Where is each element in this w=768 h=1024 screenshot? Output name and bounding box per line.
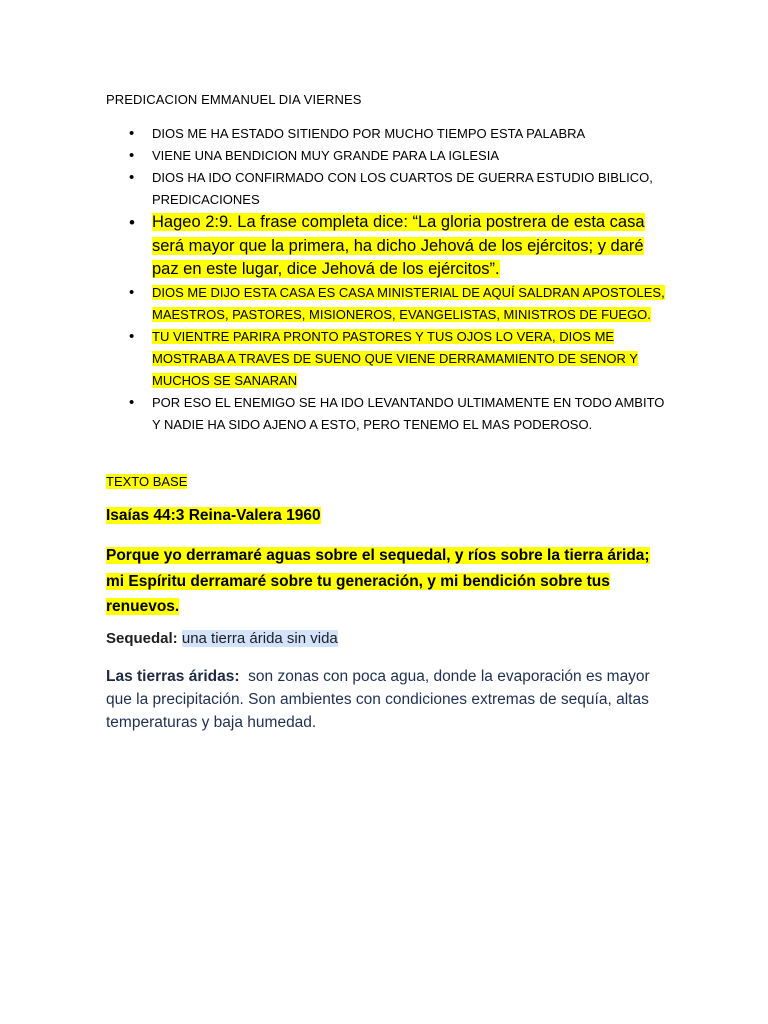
list-item-highlighted [106, 282, 666, 326]
document-title: PREDICACION EMMANUEL DIA VIERNES [106, 92, 362, 107]
texto-base-label: TEXTO BASE [106, 474, 188, 489]
list-item [106, 167, 666, 211]
sequedal-definition-line [106, 630, 338, 647]
list-item-text: POR ESO EL ENEMIGO SE HA IDO LEVANTANDO ULTIMAMENTE EN TODO AMBITO Y NADIE HA SIDO AJENO A ESTO, PERO TENEMO EL MAS PODEROSO. [152, 394, 665, 432]
list-item-highlighted [106, 211, 666, 282]
list-item-text: VIENE UNA BENDICION MUY GRANDE PARA LA IGLESIA [152, 148, 500, 163]
list-item-text: DIOS HA IDO CONFIRMADO CON LOS CUARTOS DE GUERRA ESTUDIO BIBLICO, PREDICACIONES [152, 170, 653, 207]
tierras-aridas-paragraph [106, 665, 666, 734]
sequedal-definition: una tierra árida sin vida [181, 630, 338, 647]
tierras-aridas-text: son zonas con poca agua, donde la evaporación es mayor que la precipitación. Son ambientes con condiciones extremas de sequía, altas temperaturas y baja humedad. [106, 668, 650, 731]
list-item [106, 145, 666, 167]
list-item [106, 123, 666, 145]
sequedal-term: Sequedal: [106, 630, 178, 647]
list-item-text: DIOS ME DIJO ESTA CASA ES CASA MINISTERIAL DE AQUÍ SALDRAN APOSTOLES, MAESTROS, PASTORES, MISIONEROS, EVANGELISTAS, MINISTROS DE FUEGO. [152, 284, 665, 322]
list-item-text: TU VIENTRE PARIRA PRONTO PASTORES Y TUS OJOS LO VERA, DIOS ME MOSTRABA A TRAVES DE SUENO QUE VIENE DERRAMAMIENTO DE SENOR Y MUCHOS SE SANARAN [152, 328, 638, 388]
list-item-highlighted [106, 326, 666, 392]
list-item [106, 392, 666, 436]
list-item-text: Hageo 2:9. La frase completa dice: “La gloria postrera de esta casa será mayor que la primera, ha dicho Jehová de los ejércitos; y daré paz en este lugar, dice Jehová de los ejércitos”. [152, 213, 645, 278]
tierras-aridas-term: Las tierras áridas: [106, 668, 240, 685]
list-item-text: DIOS ME HA ESTADO SITIENDO POR MUCHO TIEMPO ESTA PALABRA [152, 126, 586, 141]
scripture-text: Porque yo derramaré aguas sobre el sequedal, y ríos sobre la tierra árida; mi Espíritu derramaré sobre tu generación, y mi bendición sobre tus renuevos. [106, 547, 650, 615]
scripture-reference: Isaías 44:3 Reina-Valera 1960 [106, 507, 321, 524]
bullet-list [106, 123, 666, 436]
